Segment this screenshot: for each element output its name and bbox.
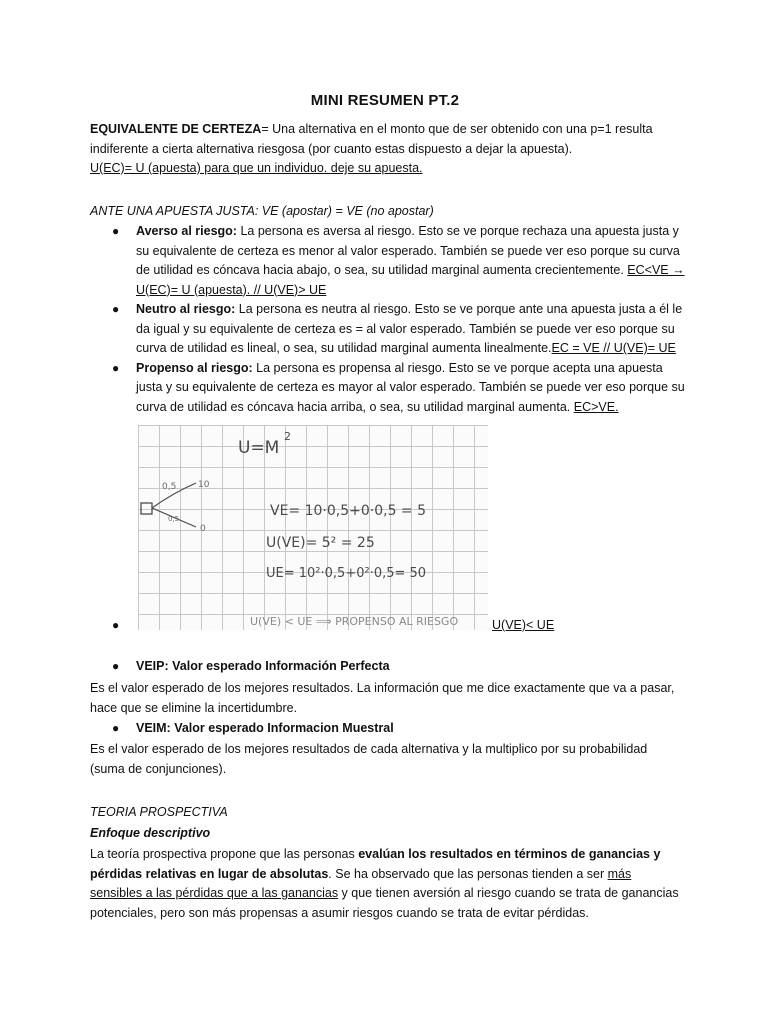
bullet-icon: ● <box>112 659 120 673</box>
bullet-icon: ● <box>112 360 120 375</box>
certeza-term: EQUIVALENTE DE CERTEZA <box>90 122 262 136</box>
list-item-text: La persona es neutra al riesgo. Esto se ve porque ante una apuesta justa a él le da igual y su equivalente de certeza es = al valor esperado. También se puede ver eso porque su curva de utilidad es lineal, o sea, su utilidad marginal aumenta linealmente. <box>136 302 683 355</box>
sketch-line-uve: U(VE)= 5² = 25 <box>266 535 375 551</box>
decision-node-icon <box>141 503 152 514</box>
teoria-paragraph <box>90 845 685 923</box>
veim-heading: VEIM: Valor esperado Informacion Muestral <box>136 721 394 735</box>
sketch-conclusion: U(VE) < UE ⟹ PROPENSO AL RIESGO <box>250 615 459 628</box>
bullet-icon: ● <box>112 224 120 238</box>
list-item-formula: EC<VE → U(EC)= U (apuesta). // U(VE)> UE <box>136 263 685 297</box>
handwritten-sketch <box>138 425 488 630</box>
list-item <box>90 222 685 300</box>
certeza-definition: = Una alternativa en el monto que de ser obtenido con una p=1 resulta indiferente a cierta alternativa riesgosa (por cuanto estas dispuesto a dejar la apuesta). <box>90 122 653 156</box>
teoria-text-2: . Se ha observado que las personas tienden a ser <box>328 866 608 881</box>
sketch-prob-bottom: 0,5 <box>168 515 180 523</box>
teoria-text-3: y que tienen aversión al riesgo cuando se trata de ganancias potenciales, pero son más propensas a asumir riesgos cuando se trata de evitar pérdidas. <box>90 886 679 920</box>
veim-text: Es el valor esperado de los mejores resultados de cada alternativa y la multiplico por su probabilidad (suma de conjunciones). <box>90 742 648 776</box>
risk-list <box>90 222 685 417</box>
teoria-text-1: La teoría prospectiva propone que las personas <box>90 847 359 861</box>
sketch-outcome-bottom: 0 <box>200 524 206 534</box>
veip-list <box>90 657 685 677</box>
sketch-caption: U(VE)< UE <box>492 618 555 632</box>
sketch-outcome-top: 10 <box>198 480 210 490</box>
certeza-section <box>90 120 685 179</box>
list-item <box>90 359 685 418</box>
teoria-bold: evalúan los resultados en términos de ganancias y pérdidas relativas en lugar de absolutas <box>90 847 661 881</box>
sketch-exponent: 2 <box>284 430 291 443</box>
veip-heading: VEIP: Valor esperado Información Perfecta <box>136 659 390 673</box>
bullet-icon: ● <box>112 302 120 316</box>
list-item-label: Neutro al riesgo: <box>136 302 236 316</box>
list-item-label: Averso al riesgo: <box>136 224 237 238</box>
list-item <box>90 719 685 739</box>
certeza-formula: U(EC)= U (apuesta) para que un individuo. deje su apuesta. <box>90 161 423 175</box>
teoria-heading: TEORIA PROSPECTIVA <box>90 805 228 819</box>
sketch-line-ue: UE= 10²·0,5+0²·0,5= 50 <box>266 566 427 581</box>
sketch-line-ve: VE= 10·0,5+0·0,5 = 5 <box>270 503 427 519</box>
page-title: MINI RESUMEN PT.2 <box>310 92 460 109</box>
sketch-utility: U=M <box>238 438 280 458</box>
list-item <box>90 300 685 359</box>
list-item-text: La persona es propensa al riesgo. Esto se ve porque acepta una apuesta justa y su equivalente de certeza es mayor al valor esperado. También se puede ver eso porque su curva de utilidad es cóncava hacia arriba, o sea, su utilidad marginal aumenta. <box>136 360 685 414</box>
veim-list <box>90 719 685 739</box>
teoria-subheading: Enfoque descriptivo <box>90 826 211 840</box>
list-item <box>90 657 685 677</box>
teoria-underlined: más sensibles a las pérdidas que a las ganancias <box>90 866 632 900</box>
list-item-formula: EC = VE // U(VE)= UE <box>551 341 676 355</box>
list-item-label: Propenso al riesgo: <box>136 360 253 375</box>
bullet-icon: ● <box>112 618 120 632</box>
list-item-text: La persona es aversa al riesgo. Esto se ve porque rechaza una apuesta justa y su equivalente de certeza es menor al valor esperado. También se puede ver eso porque su curva de utilidad es cóncava hacia abajo, o sea, su utilidad marginal aumenta crecientemente. <box>136 224 680 277</box>
veip-text: Es el valor esperado de los mejores resultados. La información que me dice exactamente que va a pasar, hace que se elimine la incertidumbre. <box>90 681 675 715</box>
list-item <box>90 616 685 635</box>
sketch-list <box>90 616 685 635</box>
list-item-formula: EC>VE. <box>573 399 619 414</box>
bullet-icon: ● <box>112 721 120 735</box>
sketch-drawing <box>138 425 488 630</box>
sketch-prob-top: 0,5 <box>162 482 177 492</box>
apuesta-heading: ANTE UNA APUESTA JUSTA: VE (apostar) = VE (no apostar) <box>90 204 434 218</box>
